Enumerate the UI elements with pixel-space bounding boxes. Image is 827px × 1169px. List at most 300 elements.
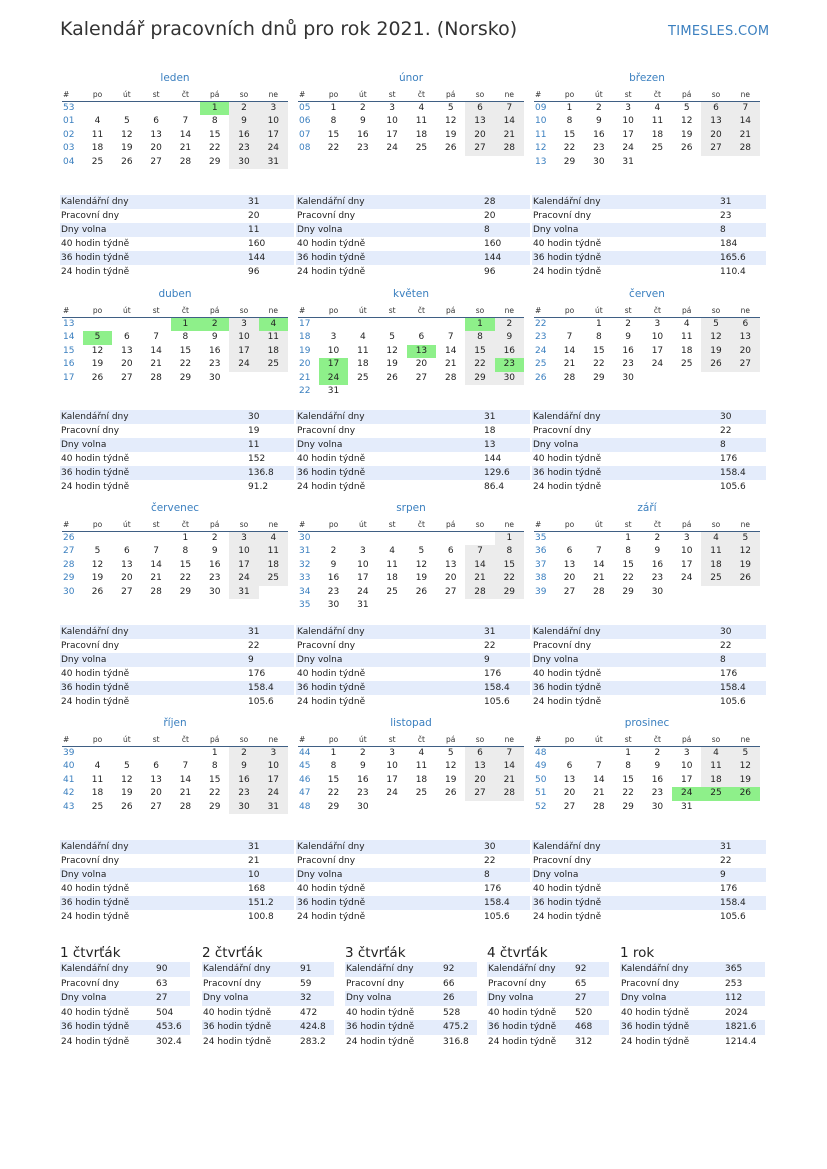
holiday-cell[interactable]: 5 [83,331,112,344]
day-cell[interactable]: 14 [444,345,457,356]
day-cell[interactable]: 14 [150,345,162,356]
day-cell[interactable]: 27 [563,586,576,597]
weekend-cell[interactable]: 4 [701,532,730,545]
weekend-cell[interactable]: 25 [259,358,288,371]
day-cell[interactable]: 27 [150,801,162,812]
weekend-cell[interactable]: 27 [701,142,730,155]
day-cell[interactable]: 2 [359,103,366,113]
holiday-cell[interactable]: 26 [731,787,760,800]
day-cell[interactable]: 11 [415,761,428,772]
day-cell[interactable]: 14 [150,559,162,570]
day-cell[interactable]: 18 [91,788,104,799]
weekend-cell[interactable]: 29 [495,586,524,599]
weekend-cell[interactable]: 3 [229,318,258,331]
day-cell[interactable]: 3 [359,546,366,557]
day-cell[interactable]: 16 [651,774,664,785]
day-cell[interactable]: 27 [121,372,133,383]
weekend-cell[interactable]: 8 [465,331,494,344]
day-cell[interactable]: 5 [123,761,130,772]
day-cell[interactable]: 15 [327,129,340,140]
day-cell[interactable]: 9 [359,761,366,772]
day-cell[interactable]: 22 [208,143,221,154]
day-cell[interactable]: 30 [208,372,221,383]
day-cell[interactable]: 6 [153,761,159,772]
weekend-cell[interactable]: 20 [465,129,494,142]
weekend-cell[interactable]: 21 [495,129,524,142]
weekend-cell[interactable]: 16 [229,774,258,787]
weekend-cell[interactable]: 7 [495,102,524,115]
day-cell[interactable]: 10 [622,116,634,127]
day-cell[interactable]: 30 [593,156,605,167]
weekend-cell[interactable]: 24 [229,572,258,585]
day-cell[interactable]: 19 [415,573,428,584]
weekend-cell[interactable]: 29 [465,372,494,385]
weekend-cell[interactable]: 18 [701,559,730,572]
day-cell[interactable]: 5 [447,103,454,113]
day-cell[interactable]: 11 [680,332,693,343]
day-cell[interactable]: 1 [182,533,189,543]
weekend-cell[interactable]: 20 [465,774,494,787]
day-cell[interactable]: 16 [327,573,340,584]
day-cell[interactable]: 9 [654,761,661,772]
day-cell[interactable]: 5 [389,332,395,343]
day-cell[interactable]: 12 [121,774,133,785]
day-cell[interactable]: 19 [121,143,133,154]
weekend-cell[interactable]: 17 [259,774,288,787]
day-cell[interactable]: 6 [123,546,130,557]
day-cell[interactable]: 4 [418,103,425,113]
day-cell[interactable]: 23 [651,788,664,799]
day-cell[interactable]: 11 [386,559,398,570]
day-cell[interactable]: 7 [153,546,159,557]
day-cell[interactable]: 3 [330,332,337,343]
day-cell[interactable]: 25 [415,788,428,799]
day-cell[interactable]: 6 [447,546,454,557]
day-cell[interactable]: 26 [91,586,104,597]
day-cell[interactable]: 5 [123,116,130,127]
weekend-cell[interactable]: 2 [495,318,524,331]
weekend-cell[interactable]: 21 [731,129,760,142]
weekend-cell[interactable]: 10 [229,545,258,558]
weekend-cell[interactable]: 17 [229,345,258,358]
holiday-cell[interactable]: 24 [319,372,348,385]
day-cell[interactable]: 14 [179,774,192,785]
day-cell[interactable]: 4 [654,103,661,113]
weekend-cell[interactable]: 27 [465,787,494,800]
holiday-cell[interactable]: 17 [319,358,348,371]
day-cell[interactable]: 24 [651,359,664,370]
day-cell[interactable]: 1 [330,748,337,758]
day-cell[interactable]: 29 [622,801,634,812]
day-cell[interactable]: 6 [123,332,130,343]
day-cell[interactable]: 26 [121,801,133,812]
day-cell[interactable]: 7 [447,332,454,343]
day-cell[interactable]: 7 [595,761,602,772]
day-cell[interactable]: 13 [563,559,576,570]
weekend-cell[interactable]: 24 [229,358,258,371]
day-cell[interactable]: 9 [625,332,631,343]
day-cell[interactable]: 23 [622,359,634,370]
weekend-cell[interactable]: 30 [495,372,524,385]
weekend-cell[interactable]: 11 [701,545,730,558]
day-cell[interactable]: 13 [563,774,576,785]
day-cell[interactable]: 21 [150,573,162,584]
day-cell[interactable]: 30 [357,801,369,812]
weekend-cell[interactable]: 24 [259,142,288,155]
day-cell[interactable]: 25 [357,372,369,383]
day-cell[interactable]: 8 [625,761,631,772]
day-cell[interactable]: 14 [593,774,605,785]
day-cell[interactable]: 30 [651,586,664,597]
day-cell[interactable]: 29 [327,801,340,812]
day-cell[interactable]: 15 [179,345,192,356]
day-cell[interactable]: 19 [386,359,398,370]
day-cell[interactable]: 31 [357,599,369,610]
weekend-cell[interactable]: 31 [229,586,258,599]
day-cell[interactable]: 26 [444,788,457,799]
weekend-cell[interactable]: 30 [229,801,258,814]
weekend-cell[interactable]: 6 [465,747,494,760]
day-cell[interactable]: 10 [680,546,693,557]
weekend-cell[interactable]: 3 [259,102,288,115]
day-cell[interactable]: 23 [208,573,221,584]
day-cell[interactable]: 30 [651,801,664,812]
day-cell[interactable]: 14 [593,559,605,570]
holiday-cell[interactable]: 4 [259,318,288,331]
weekend-cell[interactable]: 21 [495,774,524,787]
day-cell[interactable]: 16 [208,345,221,356]
day-cell[interactable]: 29 [563,156,576,167]
weekend-cell[interactable]: 9 [495,331,524,344]
day-cell[interactable]: 22 [622,788,634,799]
day-cell[interactable]: 25 [651,143,664,154]
day-cell[interactable]: 1 [211,748,218,758]
day-cell[interactable]: 26 [415,586,428,597]
weekend-cell[interactable]: 6 [701,102,730,115]
day-cell[interactable]: 26 [444,143,457,154]
day-cell[interactable]: 12 [415,559,428,570]
weekend-cell[interactable]: 7 [731,102,760,115]
day-cell[interactable]: 16 [622,345,634,356]
weekend-cell[interactable]: 28 [731,142,760,155]
day-cell[interactable]: 17 [680,559,693,570]
day-cell[interactable]: 2 [654,748,661,758]
day-cell[interactable]: 20 [563,788,576,799]
day-cell[interactable]: 1 [625,748,631,758]
day-cell[interactable]: 7 [182,761,189,772]
day-cell[interactable]: 26 [91,372,104,383]
day-cell[interactable]: 11 [91,129,104,140]
day-cell[interactable]: 23 [357,143,369,154]
weekend-cell[interactable]: 14 [731,115,760,128]
day-cell[interactable]: 2 [654,533,661,543]
day-cell[interactable]: 10 [357,559,369,570]
day-cell[interactable]: 28 [150,372,162,383]
day-cell[interactable]: 13 [121,559,133,570]
day-cell[interactable]: 10 [386,116,398,127]
day-cell[interactable]: 2 [625,319,631,329]
day-cell[interactable]: 9 [211,546,218,557]
weekend-cell[interactable]: 26 [731,572,760,585]
weekend-cell[interactable]: 25 [259,572,288,585]
day-cell[interactable]: 22 [179,573,192,584]
holiday-cell[interactable]: 1 [171,318,200,331]
day-cell[interactable]: 9 [330,559,337,570]
weekend-cell[interactable]: 2 [229,102,258,115]
day-cell[interactable]: 8 [566,116,573,127]
weekend-cell[interactable]: 24 [259,787,288,800]
day-cell[interactable]: 17 [622,129,634,140]
weekend-cell[interactable]: 28 [465,586,494,599]
day-cell[interactable]: 16 [651,559,664,570]
day-cell[interactable]: 12 [444,116,457,127]
day-cell[interactable]: 9 [595,116,602,127]
weekend-cell[interactable]: 20 [701,129,730,142]
day-cell[interactable]: 12 [91,345,104,356]
holiday-cell[interactable]: 23 [495,358,524,371]
day-cell[interactable]: 29 [179,372,192,383]
day-cell[interactable]: 17 [651,345,664,356]
day-cell[interactable]: 4 [389,546,395,557]
weekend-cell[interactable]: 11 [259,545,288,558]
day-cell[interactable]: 24 [680,573,693,584]
day-cell[interactable]: 5 [447,748,454,758]
day-cell[interactable]: 21 [179,143,192,154]
weekend-cell[interactable]: 11 [259,331,288,344]
day-cell[interactable]: 29 [179,586,192,597]
day-cell[interactable]: 17 [357,573,369,584]
day-cell[interactable]: 12 [444,761,457,772]
day-cell[interactable]: 15 [208,774,221,785]
day-cell[interactable]: 2 [359,748,366,758]
day-cell[interactable]: 29 [208,156,221,167]
day-cell[interactable]: 12 [680,116,693,127]
weekend-cell[interactable]: 10 [229,331,258,344]
day-cell[interactable]: 16 [357,774,369,785]
weekend-cell[interactable]: 14 [495,115,524,128]
day-cell[interactable]: 18 [386,573,398,584]
day-cell[interactable]: 29 [593,372,605,383]
day-cell[interactable]: 21 [593,573,605,584]
day-cell[interactable]: 7 [595,546,602,557]
day-cell[interactable]: 13 [150,129,162,140]
day-cell[interactable]: 22 [208,788,221,799]
day-cell[interactable]: 28 [179,156,192,167]
weekend-cell[interactable]: 13 [731,331,760,344]
weekend-cell[interactable]: 22 [465,358,494,371]
weekend-cell[interactable]: 7 [495,747,524,760]
weekend-cell[interactable]: 28 [495,142,524,155]
weekend-cell[interactable]: 18 [701,774,730,787]
day-cell[interactable]: 19 [680,129,693,140]
day-cell[interactable]: 9 [211,332,218,343]
day-cell[interactable]: 8 [211,761,218,772]
day-cell[interactable]: 21 [150,359,162,370]
day-cell[interactable]: 15 [179,559,192,570]
day-cell[interactable]: 17 [386,774,398,785]
weekend-cell[interactable]: 27 [465,142,494,155]
day-cell[interactable]: 18 [357,359,369,370]
weekend-cell[interactable]: 19 [731,559,760,572]
day-cell[interactable]: 23 [357,788,369,799]
day-cell[interactable]: 18 [651,129,664,140]
day-cell[interactable]: 25 [680,359,693,370]
holiday-cell[interactable]: 1 [200,102,229,115]
day-cell[interactable]: 20 [121,359,133,370]
weekend-cell[interactable]: 21 [465,572,494,585]
weekend-cell[interactable]: 14 [465,559,494,572]
weekend-cell[interactable]: 11 [701,760,730,773]
day-cell[interactable]: 31 [680,801,693,812]
day-cell[interactable]: 22 [179,359,192,370]
day-cell[interactable]: 20 [415,359,428,370]
holiday-cell[interactable]: 25 [701,787,730,800]
day-cell[interactable]: 28 [150,586,162,597]
day-cell[interactable]: 5 [418,546,425,557]
day-cell[interactable]: 29 [622,586,634,597]
day-cell[interactable]: 25 [415,143,428,154]
weekend-cell[interactable]: 1 [495,532,524,545]
day-cell[interactable]: 23 [208,359,221,370]
day-cell[interactable]: 18 [415,129,428,140]
weekend-cell[interactable]: 28 [495,787,524,800]
day-cell[interactable]: 6 [566,761,573,772]
day-cell[interactable]: 31 [327,385,340,396]
day-cell[interactable]: 4 [683,319,690,329]
weekend-cell[interactable]: 8 [495,545,524,558]
day-cell[interactable]: 3 [654,319,661,329]
day-cell[interactable]: 1 [566,103,573,113]
day-cell[interactable]: 13 [121,345,133,356]
day-cell[interactable]: 27 [150,156,162,167]
day-cell[interactable]: 19 [91,359,104,370]
day-cell[interactable]: 11 [357,345,369,356]
day-cell[interactable]: 22 [593,359,605,370]
weekend-cell[interactable]: 27 [731,358,760,371]
day-cell[interactable]: 3 [389,748,395,758]
day-cell[interactable]: 20 [121,573,133,584]
day-cell[interactable]: 2 [211,533,218,543]
day-cell[interactable]: 21 [593,788,605,799]
weekend-cell[interactable]: 15 [465,345,494,358]
day-cell[interactable]: 17 [680,774,693,785]
weekend-cell[interactable]: 12 [701,331,730,344]
day-cell[interactable]: 16 [593,129,605,140]
weekend-cell[interactable]: 18 [259,345,288,358]
day-cell[interactable]: 22 [563,143,576,154]
day-cell[interactable]: 5 [683,103,690,113]
day-cell[interactable]: 10 [680,761,693,772]
day-cell[interactable]: 23 [593,143,605,154]
weekend-cell[interactable]: 23 [229,142,258,155]
day-cell[interactable]: 27 [415,372,428,383]
day-cell[interactable]: 11 [651,116,664,127]
day-cell[interactable]: 20 [150,143,162,154]
day-cell[interactable]: 16 [357,129,369,140]
weekend-cell[interactable]: 19 [701,345,730,358]
day-cell[interactable]: 24 [386,788,398,799]
day-cell[interactable]: 15 [327,774,340,785]
day-cell[interactable]: 19 [444,774,457,785]
day-cell[interactable]: 15 [622,559,634,570]
day-cell[interactable]: 27 [121,586,133,597]
weekend-cell[interactable]: 18 [259,559,288,572]
weekend-cell[interactable]: 4 [701,747,730,760]
day-cell[interactable]: 10 [651,332,664,343]
day-cell[interactable]: 22 [622,573,634,584]
day-cell[interactable]: 8 [211,116,218,127]
day-cell[interactable]: 24 [386,143,398,154]
day-cell[interactable]: 24 [622,143,634,154]
weekend-cell[interactable]: 19 [731,774,760,787]
day-cell[interactable]: 23 [327,586,340,597]
day-cell[interactable]: 28 [179,801,192,812]
day-cell[interactable]: 27 [444,586,457,597]
weekend-cell[interactable]: 17 [229,559,258,572]
day-cell[interactable]: 22 [327,788,340,799]
day-cell[interactable]: 18 [91,143,104,154]
day-cell[interactable]: 3 [389,103,395,113]
day-cell[interactable]: 1 [595,319,602,329]
holiday-cell[interactable]: 24 [672,787,701,800]
weekend-cell[interactable]: 17 [259,129,288,142]
day-cell[interactable]: 21 [563,359,576,370]
day-cell[interactable]: 1 [625,533,631,543]
weekend-cell[interactable]: 5 [731,747,760,760]
day-cell[interactable]: 25 [91,801,104,812]
weekend-cell[interactable]: 7 [465,545,494,558]
weekend-cell[interactable]: 25 [701,572,730,585]
day-cell[interactable]: 4 [94,761,101,772]
day-cell[interactable]: 20 [150,788,162,799]
weekend-cell[interactable]: 6 [731,318,760,331]
day-cell[interactable]: 28 [563,372,576,383]
holiday-cell[interactable]: 1 [465,318,494,331]
day-cell[interactable]: 30 [622,372,634,383]
weekend-cell[interactable]: 14 [495,760,524,773]
day-cell[interactable]: 10 [327,345,340,356]
day-cell[interactable]: 6 [418,332,425,343]
day-cell[interactable]: 20 [563,573,576,584]
day-cell[interactable]: 15 [563,129,576,140]
day-cell[interactable]: 4 [359,332,366,343]
weekend-cell[interactable]: 13 [701,115,730,128]
day-cell[interactable]: 19 [121,788,133,799]
day-cell[interactable]: 20 [444,573,457,584]
day-cell[interactable]: 1 [330,103,337,113]
day-cell[interactable]: 5 [94,546,101,557]
weekend-cell[interactable]: 2 [229,747,258,760]
day-cell[interactable]: 13 [150,774,162,785]
day-cell[interactable]: 23 [651,573,664,584]
brand-logo[interactable]: TIMESLES.COM [668,24,770,39]
day-cell[interactable]: 13 [444,559,457,570]
day-cell[interactable]: 21 [444,359,457,370]
day-cell[interactable]: 28 [444,372,457,383]
weekend-cell[interactable]: 31 [259,156,288,169]
weekend-cell[interactable]: 5 [731,532,760,545]
day-cell[interactable]: 11 [91,774,104,785]
weekend-cell[interactable]: 12 [731,545,760,558]
day-cell[interactable]: 15 [208,129,221,140]
day-cell[interactable]: 24 [357,586,369,597]
day-cell[interactable]: 28 [593,586,605,597]
day-cell[interactable]: 7 [566,332,573,343]
day-cell[interactable]: 27 [563,801,576,812]
weekend-cell[interactable]: 5 [701,318,730,331]
day-cell[interactable]: 31 [622,156,634,167]
holiday-cell[interactable]: 13 [407,345,436,358]
